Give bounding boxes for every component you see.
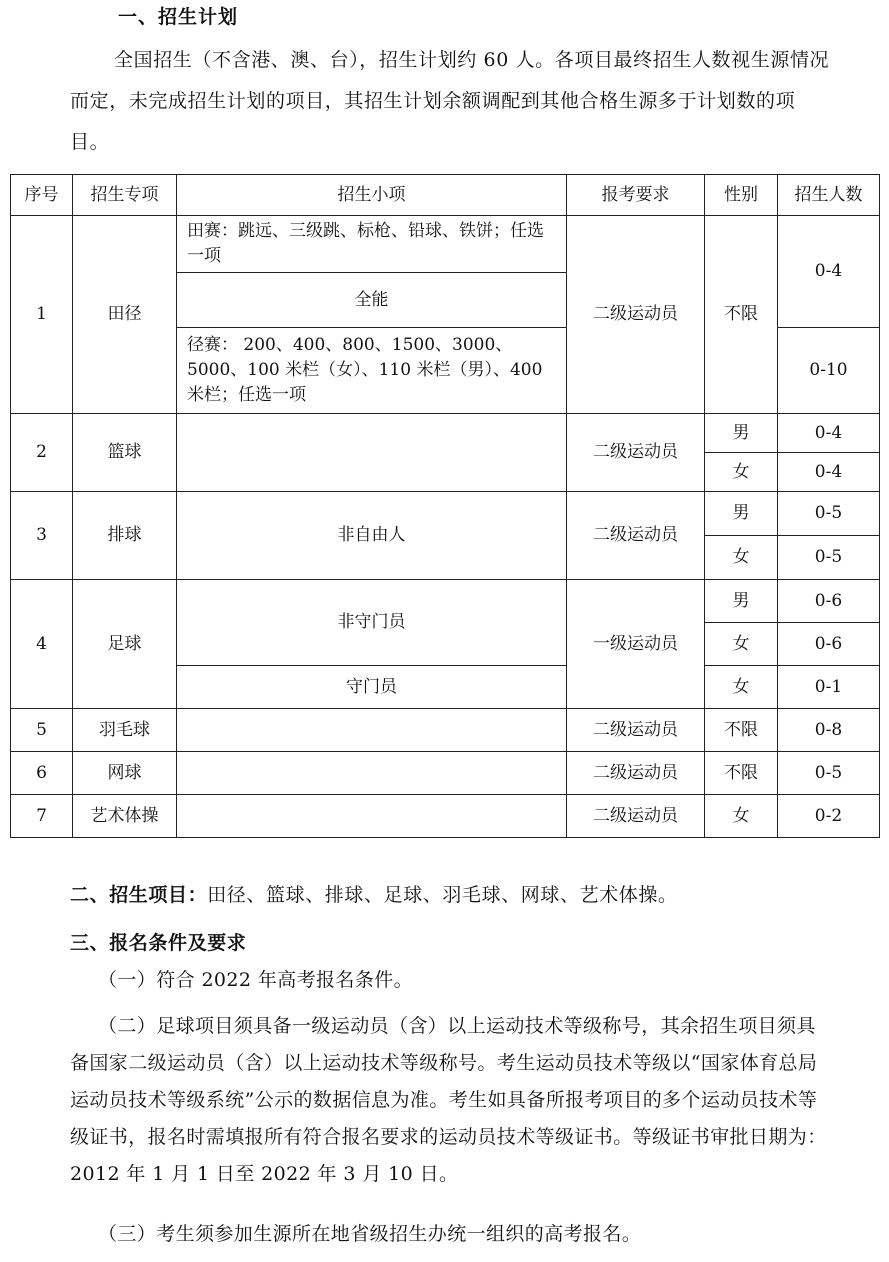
cell-sub-event <box>177 414 567 492</box>
header-sub-event: 招生小项 <box>177 175 567 216</box>
cell-requirement: 二级运动员 <box>567 709 705 752</box>
cell-sub-event <box>177 709 567 752</box>
section3-item-2: （二）足球项目须具备一级运动员（含）以上运动技术等级称号，其余招生项目须具备国家二级运动员（含）以上运动技术等级称号。考生运动员技术等级以“国家体育总局运动员技术等级系统”公示的数据信息为准。考生如具备所报考项目的多个运动员技术等级证书，报名时需填报所有符合报名要求的运动员技术等级证书。等级证书审批日期为：2012 年 1 月 1 日至 2022 年 3 月 10 日。 <box>70 1015 827 1185</box>
cell-gender: 女 <box>705 623 778 666</box>
cell-count: 0-8 <box>778 709 880 752</box>
cell-no: 4 <box>11 580 73 709</box>
header-gender: 性别 <box>705 175 778 216</box>
cell-count: 0-4 <box>778 414 880 453</box>
header-no: 序号 <box>11 175 73 216</box>
cell-gender: 不限 <box>705 752 778 795</box>
cell-count: 0-6 <box>778 580 880 623</box>
table-row <box>11 492 880 536</box>
cell-no: 3 <box>11 492 73 580</box>
cell-gender: 女 <box>705 666 778 709</box>
cell-count: 0-5 <box>778 752 880 795</box>
table-row <box>11 752 880 795</box>
cell-count: 0-4 <box>778 453 880 492</box>
section2-line <box>70 880 678 910</box>
cell-count: 0-1 <box>778 666 880 709</box>
cell-no: 7 <box>11 795 73 838</box>
table-row <box>11 795 880 838</box>
table-row <box>11 709 880 752</box>
cell-count: 0-10 <box>778 328 880 414</box>
section3-item-3: （三）考生须参加生源所在地省级招生办统一组织的高考报名。 <box>98 1223 642 1245</box>
section1-paragraph: 全国招生（不含港、澳、台），招生计划约 60 人。各项目最终招生人数视生源情况而定，未完成招生计划的项目，其招生计划余额调配到其他合格生源多于计划数的项目。 <box>70 49 830 153</box>
table-row <box>11 580 880 623</box>
cell-sub-event: 全能 <box>177 273 567 328</box>
cell-sport: 排球 <box>73 492 177 580</box>
cell-gender: 男 <box>705 580 778 623</box>
cell-sub-event: 守门员 <box>177 666 567 709</box>
cell-requirement: 二级运动员 <box>567 752 705 795</box>
cell-requirement: 二级运动员 <box>567 795 705 838</box>
section3-item-1: （一）符合 2022 年高考报名条件。 <box>98 969 414 991</box>
cell-gender: 女 <box>705 536 778 580</box>
cell-sport: 网球 <box>73 752 177 795</box>
cell-sub-event: 径赛： 200、400、800、1500、3000、5000、100 米栏（女）、110 米栏（男）、400 米栏；任选一项 <box>177 328 567 414</box>
cell-gender: 不限 <box>705 216 778 414</box>
cell-count: 0-2 <box>778 795 880 838</box>
cell-sport: 艺术体操 <box>73 795 177 838</box>
cell-requirement: 二级运动员 <box>567 492 705 580</box>
cell-gender: 女 <box>705 453 778 492</box>
enrollment-plan-table <box>10 174 880 838</box>
cell-sport: 足球 <box>73 580 177 709</box>
table-row <box>11 216 880 273</box>
cell-count: 0-6 <box>778 623 880 666</box>
cell-count: 0-5 <box>778 492 880 536</box>
cell-requirement: 一级运动员 <box>567 580 705 709</box>
cell-no: 2 <box>11 414 73 492</box>
header-sport: 招生专项 <box>73 175 177 216</box>
header-requirement: 报考要求 <box>567 175 705 216</box>
header-count: 招生人数 <box>778 175 880 216</box>
cell-no: 6 <box>11 752 73 795</box>
cell-sub-event: 田赛：跳远、三级跳、标枪、铅球、铁饼；任选一项 <box>177 216 567 273</box>
section3-title-text: 三、报名条件及要求 <box>70 932 247 954</box>
cell-requirement: 二级运动员 <box>567 414 705 492</box>
cell-sub-event <box>177 795 567 838</box>
cell-gender: 不限 <box>705 709 778 752</box>
section2-text: 田径、篮球、排球、足球、羽毛球、网球、艺术体操。 <box>207 884 678 906</box>
cell-count: 0-5 <box>778 536 880 580</box>
cell-gender: 男 <box>705 492 778 536</box>
table-header-row <box>11 175 880 216</box>
cell-sub-event <box>177 752 567 795</box>
cell-sport: 田径 <box>73 216 177 414</box>
section2-label: 二、招生项目： <box>70 884 208 906</box>
cell-gender: 女 <box>705 795 778 838</box>
cell-gender: 男 <box>705 414 778 453</box>
cell-no: 1 <box>11 216 73 414</box>
cell-sub-event: 非守门员 <box>177 580 567 666</box>
section1-title: 一、招生计划 <box>118 6 239 28</box>
cell-sport: 篮球 <box>73 414 177 492</box>
table-row <box>11 414 880 453</box>
cell-sub-event: 非自由人 <box>177 492 567 580</box>
cell-sport: 羽毛球 <box>73 709 177 752</box>
cell-no: 5 <box>11 709 73 752</box>
cell-requirement: 二级运动员 <box>567 216 705 414</box>
section3-title <box>70 928 246 958</box>
cell-count: 0-4 <box>778 216 880 328</box>
